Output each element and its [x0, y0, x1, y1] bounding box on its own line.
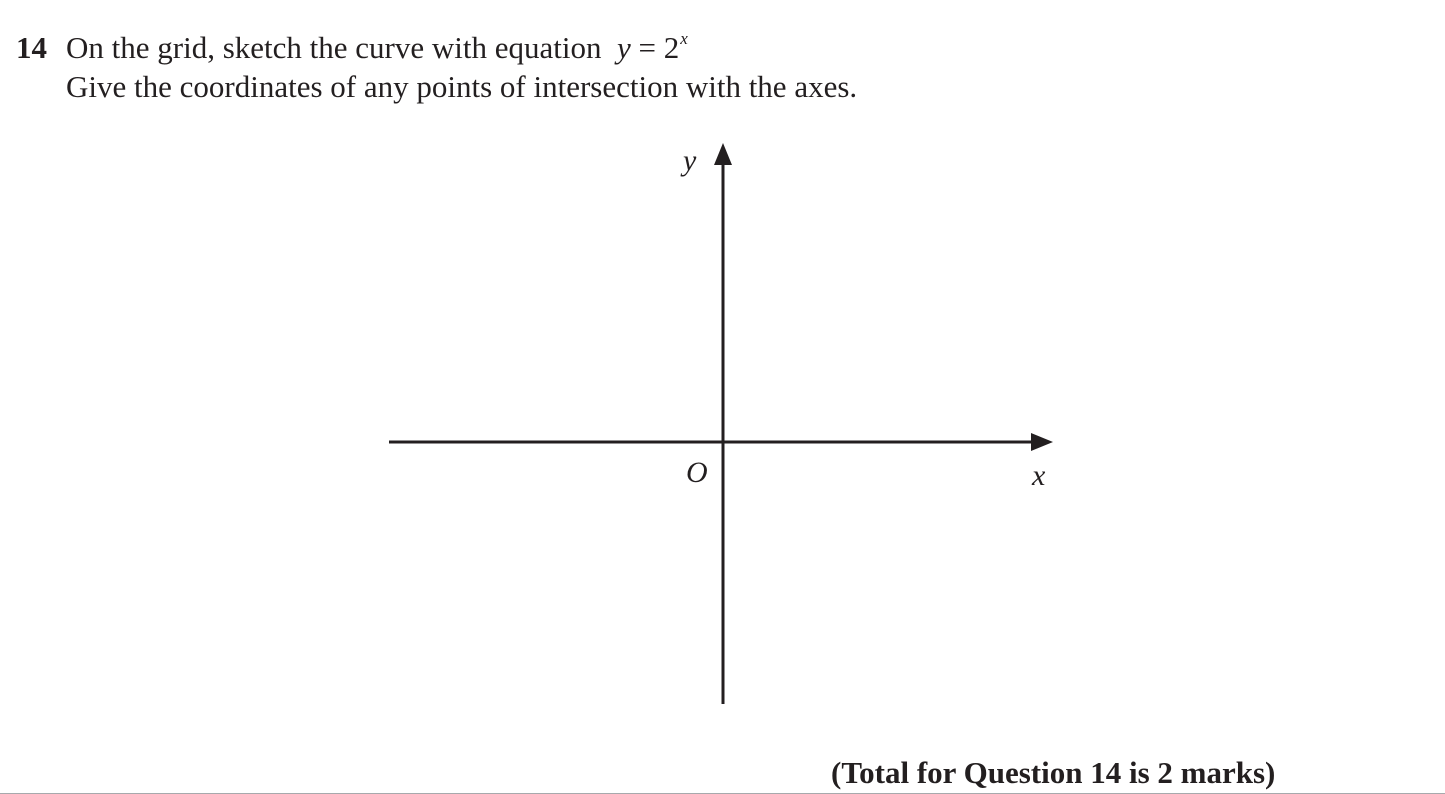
equation-equals: = 2 — [630, 30, 680, 65]
question-instruction: Give the coordinates of any points of intersection with the axes. — [66, 69, 858, 104]
question-number: 14 — [16, 30, 47, 65]
y-axis-arrowhead — [714, 143, 732, 165]
question-prompt: On the grid, sketch the curve with equation — [66, 30, 602, 65]
total-marks: (Total for Question 14 is 2 marks) — [831, 755, 1276, 790]
y-axis-label: y — [683, 144, 697, 177]
x-axis-label: x — [1032, 459, 1046, 492]
equation-exponent: x — [680, 29, 688, 48]
origin-label: O — [686, 456, 708, 489]
equation-lhs: y — [616, 30, 631, 65]
x-axis-arrowhead — [1031, 433, 1053, 451]
